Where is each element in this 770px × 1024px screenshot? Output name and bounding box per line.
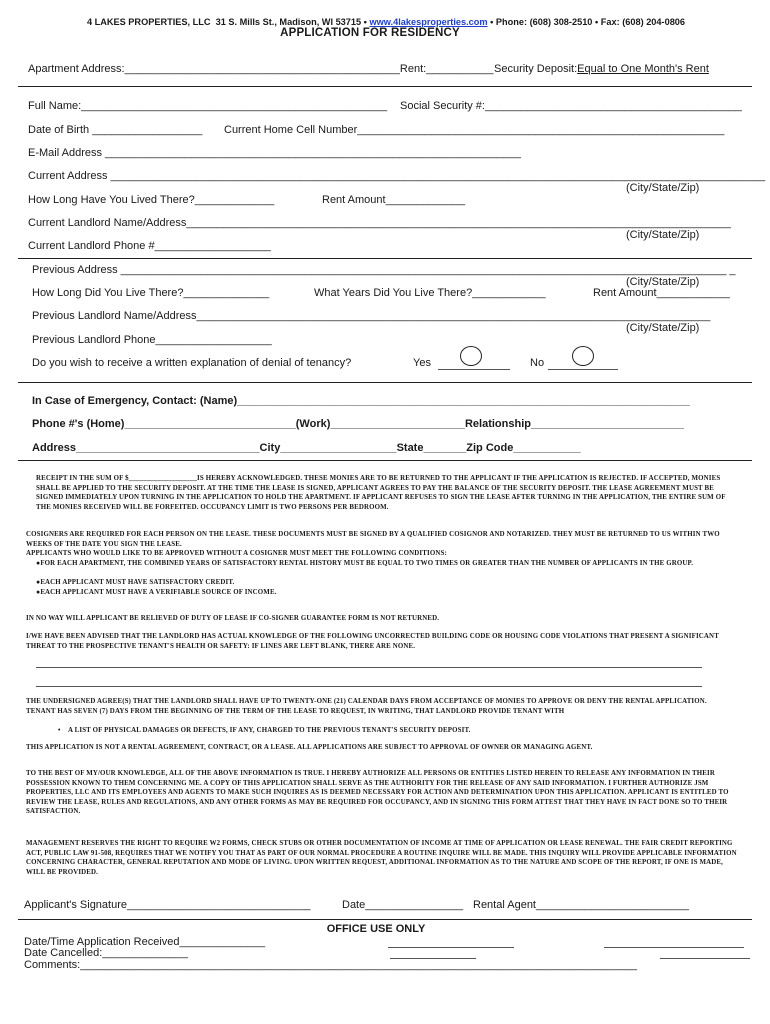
rent-amount-field[interactable]: Rent Amount_____________ xyxy=(322,194,466,206)
agreement-bullet: • A LIST OF PHYSICAL DAMAGES OR DEFECTS, IF ANY, CHARGED TO THE PREVIOUS TENANT'S SECURITY DEPOSIT. xyxy=(58,727,471,734)
current-address-hint: (City/State/Zip) xyxy=(626,182,700,194)
divider xyxy=(18,460,752,461)
signature-date-field[interactable]: Date________________ xyxy=(342,899,464,911)
condition-item: ●EACH APPLICANT MUST HAVE A VERIFIABLE SOURCE OF INCOME. xyxy=(36,589,277,596)
denial-question: Do you wish to receive a written explanation of denial of tenancy? xyxy=(32,357,352,369)
denial-yes-blank[interactable] xyxy=(438,369,510,370)
security-deposit-value: Equal to One Month's Rent xyxy=(577,63,709,75)
previous-address-field[interactable]: Previous Address ___________________________________________________________________________________________________ _ xyxy=(32,264,736,276)
emergency-phones-field[interactable]: Phone #'s (Home)____________________________(Work)______________________Relationship_________________________ xyxy=(32,418,684,430)
company-website-link[interactable]: www.4lakesproperties.com xyxy=(369,17,488,27)
agreement-bullet-text: A LIST OF PHYSICAL DAMAGES OR DEFECTS, IF ANY, CHARGED TO THE PREVIOUS TENANT'S SECURITY DEPOSIT. xyxy=(68,727,471,734)
violations-line-2[interactable] xyxy=(36,686,702,687)
previous-landlord-field[interactable]: Previous Landlord Name/Address____________________________________________________________________________________ xyxy=(32,310,711,322)
condition-3: EACH APPLICANT MUST HAVE A VERIFIABLE SOURCE OF INCOME. xyxy=(40,589,277,596)
rent-amount-prev-field[interactable]: Rent Amount____________ xyxy=(593,287,731,299)
violations-paragraph: I/WE HAVE BEEN ADVISED THAT THE LANDLORD HAS ACTUAL KNOWLEDGE OF THE FOLLOWING UNCORRECTED BUILDING CODE OR HOUSING CODE VIOLATIONS THAT PRESENT A SIGNIFICANT THREAT TO THE PROSPECTIVE TENANT'S HEALTH OR SAFETY: IF LINES ARE LEFT BLANK, THERE ARE NONE. xyxy=(26,633,719,650)
security-deposit-label: Security Deposit: xyxy=(494,63,578,75)
condition-2: EACH APPLICANT MUST HAVE SATISFACTORY CREDIT. xyxy=(40,579,235,586)
current-landlord-field[interactable]: Current Landlord Name/Address_________________________________________________________________________________________ xyxy=(28,217,731,229)
no-relief-paragraph: IN NO WAY WILL APPLICANT BE RELIEVED OF DUTY OF LEASE IF CO-SIGNER GUARANTEE FORM IS NOT RETURNED. xyxy=(26,615,440,622)
office-blank[interactable] xyxy=(604,947,744,948)
emergency-contact-field[interactable]: In Case of Emergency, Contact: (Name)__________________________________________________________________________ xyxy=(32,395,690,407)
company-address: 31 S. Mills St., Madison, WI 53715 xyxy=(215,17,362,27)
current-landlord-hint: (City/State/Zip) xyxy=(626,229,700,241)
cell-field[interactable]: Current Home Cell Number____________________________________________________________ xyxy=(224,124,725,136)
how-long-prev-field[interactable]: How Long Did You Live There?______________ xyxy=(32,287,270,299)
current-landlord-phone-field[interactable]: Current Landlord Phone #___________________ xyxy=(28,240,271,252)
denial-no-label: No xyxy=(530,357,545,369)
letterhead: 4 LAKES PROPERTIES, LLC 31 S. Mills St., Madison, WI 53715 • www.4lakesproperties.com • Phone: (608) 308-2510 • Fax: (608) 204-0806 xyxy=(86,17,686,27)
previous-address-hint: (City/State/Zip) xyxy=(626,276,700,288)
full-name-field[interactable]: Full Name:__________________________________________________ xyxy=(28,100,388,112)
office-blank[interactable] xyxy=(660,958,750,959)
previous-landlord-hint: (City/State/Zip) xyxy=(626,322,700,334)
denial-yes-circle[interactable] xyxy=(460,346,482,366)
condition-item: ●FOR EACH APARTMENT, THE COMBINED YEARS OF SATISFACTORY RENTAL HISTORY MUST BE EQUAL TO TWO TIMES OR GREATER THAN THE NUMBER OF APPLICANTS IN THE GROUP. xyxy=(36,560,694,567)
office-blank[interactable] xyxy=(388,947,514,948)
apartment-rent-field[interactable]: Apartment Address:_____________________________________________Rent:___________ xyxy=(28,63,494,75)
denial-yes-label: Yes xyxy=(413,357,431,369)
emergency-address-field[interactable]: Address______________________________City___________________State_______Zip Code___________ xyxy=(32,442,581,454)
condition-1: FOR EACH APARTMENT, THE COMBINED YEARS OF SATISFACTORY RENTAL HISTORY MUST BE EQUAL TO TWO TIMES OR GREATER THAN THE NUMBER OF APPLICANTS IN THE GROUP. xyxy=(40,560,694,567)
violations-line-1[interactable] xyxy=(36,667,702,668)
security-deposit xyxy=(494,63,709,75)
cosigners-conditions: APPLICANTS WHO WOULD LIKE TO BE APPROVED WITHOUT A COSIGNER MUST MEET THE FOLLOWING CONDITIONS: xyxy=(26,550,447,557)
denial-no-circle[interactable] xyxy=(572,346,594,366)
what-years-field[interactable]: What Years Did You Live There?____________ xyxy=(314,287,546,299)
company-name: 4 LAKES PROPERTIES, LLC xyxy=(86,17,211,27)
rental-agent-field[interactable]: Rental Agent_________________________ xyxy=(473,899,689,911)
how-long-field[interactable]: How Long Have You Lived There?_____________ xyxy=(28,194,275,206)
page-title: APPLICATION FOR RESIDENCY xyxy=(280,27,460,39)
cosigners-paragraph: COSIGNERS ARE REQUIRED FOR EACH PERSON ON THE LEASE. THESE DOCUMENTS MUST BE SIGNED BY A QUALIFIED COSIGNOR AND NOTARIZED. THEY MUST BE RETURNED TO US WITHIN TWO WEEKS OF THE DATE YOU SIGN THE LEASE. xyxy=(26,531,720,548)
applicant-signature-field[interactable]: Applicant's Signature______________________________ xyxy=(24,899,311,911)
not-agreement-paragraph: THIS APPLICATION IS NOT A RENTAL AGREEMENT, CONTRACT, OR A LEASE. ALL APPLICATIONS ARE SUBJECT TO APPROVAL OF OWNER OR MANAGING AGENT. xyxy=(26,744,593,751)
date-cancelled-field[interactable]: Date Cancelled:______________ xyxy=(24,947,188,959)
divider xyxy=(18,86,752,87)
dob-field[interactable]: Date of Birth __________________ xyxy=(28,124,203,136)
agreement-paragraph: THE UNDERSIGNED AGREE(S) THAT THE LANDLORD SHALL HAVE UP TO TWENTY-ONE (21) CALENDAR DAYS FROM ACCEPTANCE OF MONIES TO APPROVE OR DENY THE RENTAL APPLICATION. TENANT HAS SEVEN (7) DAYS FROM THE BEGINNING OF THE TERM OF THE LEASE TO REQUEST, IN WRITING, THAT LANDLORD PROVIDE TENANT WITH xyxy=(26,698,707,715)
divider xyxy=(18,258,752,259)
date-received-field[interactable]: Date/Time Application Received______________ xyxy=(24,936,266,948)
denial-no-blank[interactable] xyxy=(548,369,618,370)
email-field[interactable]: E-Mail Address ____________________________________________________________________ xyxy=(28,147,522,159)
current-address-field[interactable]: Current Address ___________________________________________________________________________________________________________ xyxy=(28,170,766,182)
comments-field[interactable]: Comments:___________________________________________________________________________________________ xyxy=(24,959,637,971)
previous-landlord-phone-field[interactable]: Previous Landlord Phone___________________ xyxy=(32,334,272,346)
divider xyxy=(18,919,752,920)
authorization-paragraph: TO THE BEST OF MY/OUR KNOWLEDGE, ALL OF THE ABOVE INFORMATION IS TRUE. I HEREBY AUTHORIZE ALL PERSONS OR ENTITIES LISTED HEREIN TO RELEASE ANY INFORMATION IN THEIR POSSESSION KNOWN TO THEM CONCERNING ME. A COPY OF THIS APPLICATION SHALL SERVE AS THE AUTHORITY FOR THE RELEASE OF ANY SAID INFORMATION. I FURTHER AUTHORIZE JSM PROPERTIES, LLC AND ITS EMPLOYEES AND AGENTS TO MAKE SUCH INQUIRES AS IS DEEMED NECESSARY FOR ACTION AND DETERMINATION UPON THIS APPLICATION. APPLICANT IS ENTITLED TO REVIEW THE LEASE, RULES AND REGULATIONS, AND ANY OTHER FORMS AS MAY BE REQUIRED FOR OCCUPANCY, AND IN SIGNING THIS FORM ATTEST THAT THEY HAVE IN FACT DONE SO TO THEIR SATISFACTION. xyxy=(26,770,729,816)
receipt-paragraph: RECEIPT IN THE SUM OF $___________________IS HEREBY ACKNOWLEDGED. THESE MONIES ARE TO BE RETURNED TO THE APPLICANT IF THE APPLICATION IS REJECTED. IF ACCEPTED, MONIES SHALL BE APPLIED TO THE SECURITY DEPOSIT. AT THE TIME THE LEASE IS SIGNED, APPLICANT AGREES TO PAY THE BALANCE OF THE SECURITY DEPOSIT. THE LEASE AGREEMENT MUST BE SIGNED IMMEDIATELY UPON TURNING IN THE APPLICATION TO HOLD THE APARTMENT. IF APPLICANT REFUSES TO SIGN THE LEASE AFTER TURNING IN THE APPLICATION, THE ENTIRE SUM OF THE MONIES RECEIVED WILL BE FORFEITED. OCCUPANCY LIMIT IS TWO PERSONS PER BEDROOM. xyxy=(36,475,726,511)
condition-item: ●EACH APPLICANT MUST HAVE SATISFACTORY CREDIT. xyxy=(36,579,235,586)
divider xyxy=(18,382,752,383)
ssn-field[interactable]: Social Security #:__________________________________________ xyxy=(400,100,742,112)
company-phone: Phone: (608) 308-2510 xyxy=(495,17,593,27)
management-paragraph: MANAGEMENT RESERVES THE RIGHT TO REQUIRE W2 FORMS, CHECK STUBS OR OTHER DOCUMENTATION OF INCOME AT TIME OF APPLICATION OR LEASE RENEWAL. THE FAIR CREDIT REPORTING ACT, PUBLIC LAW 91-508, REQUIRES THAT WE NOTIFY YOU THAT AS PART OF OUR NORMAL PROCEDURE A ROUTINE INQUIRE WILL BE MADE. THIS INQUIRY WILL PROVIDE APPLICABLE INFORMATION CONCERNING CHARACTER, GENERAL REPUTATION AND MODE OF LIVING. UPON WRITTEN REQUEST, ADDITIONAL INFORMATION AS TO THE NATURE AND SCOPE OF THE REPORT, IF ONE IS MADE, WILL BE PROVIDED. xyxy=(26,840,737,876)
company-fax: Fax: (608) 204-0806 xyxy=(600,17,686,27)
office-use-title: OFFICE USE ONLY xyxy=(326,923,426,935)
